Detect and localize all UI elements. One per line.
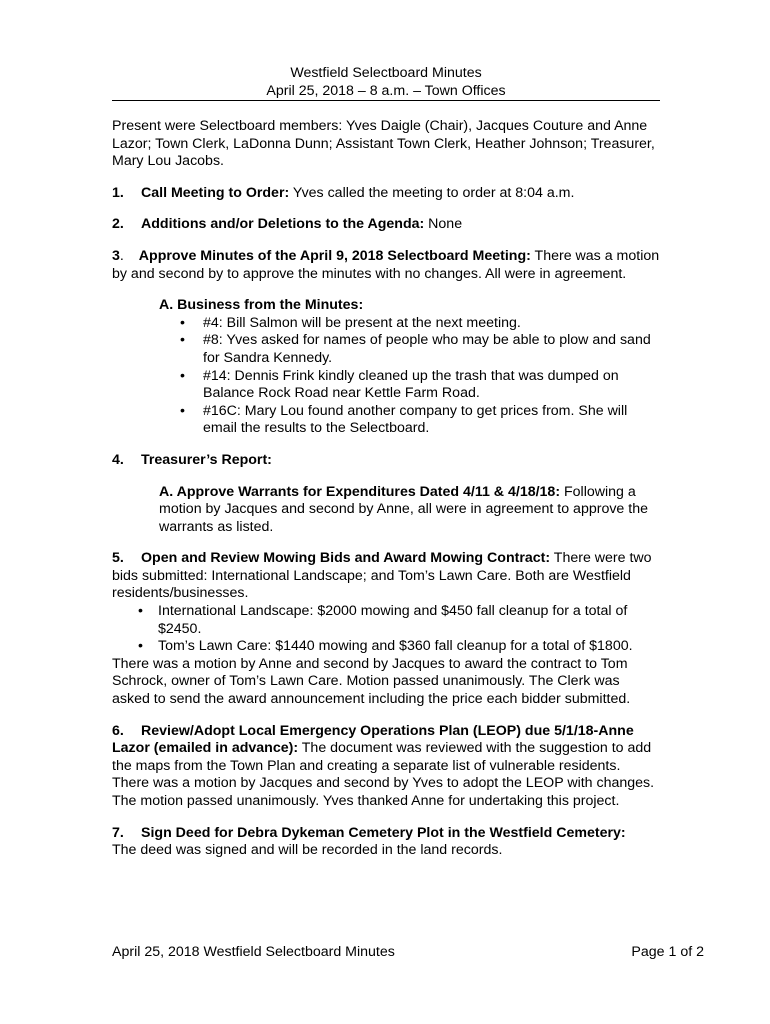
- item-6-text: The document was reviewed with the suggestion to add the maps from the Town Plan and creating a separate list of vulnerable residents. There was a motion by Jacques and second by Yves to adopt the LEOP with changes. The motion passed unanimously. Yves thanked Anne for undertaking this project.: [112, 740, 655, 809]
- item-2-text: None: [424, 216, 463, 233]
- item-1-text: Yves called the meeting to order at 8:04 a.m.: [289, 184, 575, 201]
- attendance-paragraph: Present were Selectboard members: Yves Daigle (Chair), Jacques Couture and Anne Lazor; Town Clerk, LaDonna Dunn; Assistant Town Clerk, Heather Johnson; Treasurer, Mary Lou Jacobs.: [112, 118, 655, 170]
- item-4-subsection: [159, 484, 660, 537]
- item-4-heading: Treasurer’s Report:: [141, 451, 272, 468]
- item-3-subheading: [159, 297, 660, 315]
- item-6-heading: Review/Adopt Local Emergency Operations Plan (LEOP) due 5/1/18-Anne Lazor (emailed in advance):: [112, 722, 634, 757]
- item-4-subtext: Following a motion by Jacques and second by Anne, all were in agreement to approve the warrants as listed.: [159, 483, 648, 535]
- list-item: • Tom’s Lawn Care: $1440 mowing and $360 fall cleanup for a total of $1800.: [135, 638, 660, 656]
- item-2: [112, 216, 660, 234]
- item-3-text: There was a motion by and second by to approve the minutes with no changes. All were in agreement.: [112, 247, 660, 282]
- item-3-dot: .: [119, 247, 124, 264]
- footer-document-label: April 25, 2018 Westfield Selectboard Minutes: [112, 944, 395, 960]
- item-5: [112, 550, 660, 603]
- item-3: [112, 248, 660, 283]
- item-7: [112, 825, 660, 860]
- item-5-bullet-list: [135, 603, 660, 656]
- list-item: • #14: Dennis Frink kindly cleaned up the trash that was dumped on Balance Rock Road near Kettle Farm Road.: [177, 368, 660, 403]
- item-6-number: 6.: [112, 722, 124, 739]
- item-4-subheading: A. Approve Warrants for Expenditures Dated 4/11 & 4/18/18:: [159, 483, 561, 500]
- item-7-text: The deed was signed and will be recorded in the land records.: [112, 842, 503, 859]
- item-5-heading: Open and Review Mowing Bids and Award Mowing Contract:: [141, 550, 551, 567]
- item-6: [112, 723, 660, 811]
- item-5-number: 5.: [112, 550, 124, 567]
- item-3-subheading-text: A. Business from the Minutes:: [159, 297, 364, 314]
- item-1: [112, 185, 660, 203]
- list-item: • #16C: Mary Lou found another company to get prices from. She will email the results to the Selectboard.: [177, 403, 660, 438]
- item-4-number: 4.: [112, 451, 124, 468]
- document-header: [112, 64, 660, 100]
- item-2-number: 2.: [112, 216, 124, 233]
- item-5-text: There were two bids submitted: International Landscape; and Tom’s Lawn Care. Both are Westfield residents/businesses.: [112, 550, 652, 602]
- item-3-bullet-list: [177, 315, 660, 438]
- item-1-number: 1.: [112, 184, 124, 201]
- item-7-heading: Sign Deed for Debra Dykeman Cemetery Plot in the Westfield Cemetery:: [141, 824, 626, 841]
- document-title: Westfield Selectboard Minutes: [290, 65, 482, 81]
- list-item: • #4: Bill Salmon will be present at the next meeting.: [177, 315, 660, 333]
- item-3-number: 3: [112, 247, 120, 264]
- footer-page-number: Page 1 of 2: [631, 944, 704, 960]
- item-7-number: 7.: [112, 824, 124, 841]
- document-body: [112, 118, 660, 874]
- header-rule: [112, 100, 660, 101]
- list-item: • International Landscape: $2000 mowing and $450 fall cleanup for a total of $2450.: [135, 603, 660, 638]
- list-item: • #8: Yves asked for names of people who may be able to plow and sand for Sandra Kennedy.: [177, 332, 660, 367]
- item-2-heading: Additions and/or Deletions to the Agenda:: [141, 216, 425, 233]
- document-subtitle: April 25, 2018 – 8 a.m. – Town Offices: [266, 83, 506, 99]
- item-3-heading: Approve Minutes of the April 9, 2018 Selectboard Meeting:: [138, 247, 531, 264]
- item-5-after: There was a motion by Anne and second by Jacques to award the contract to Tom Schrock, owner of Tom’s Lawn Care. Motion passed unanimously. The Clerk was asked to send the award announcement including the price each bidder submitted.: [112, 655, 631, 708]
- item-1-heading: Call Meeting to Order:: [141, 184, 290, 201]
- item-4: [112, 452, 660, 470]
